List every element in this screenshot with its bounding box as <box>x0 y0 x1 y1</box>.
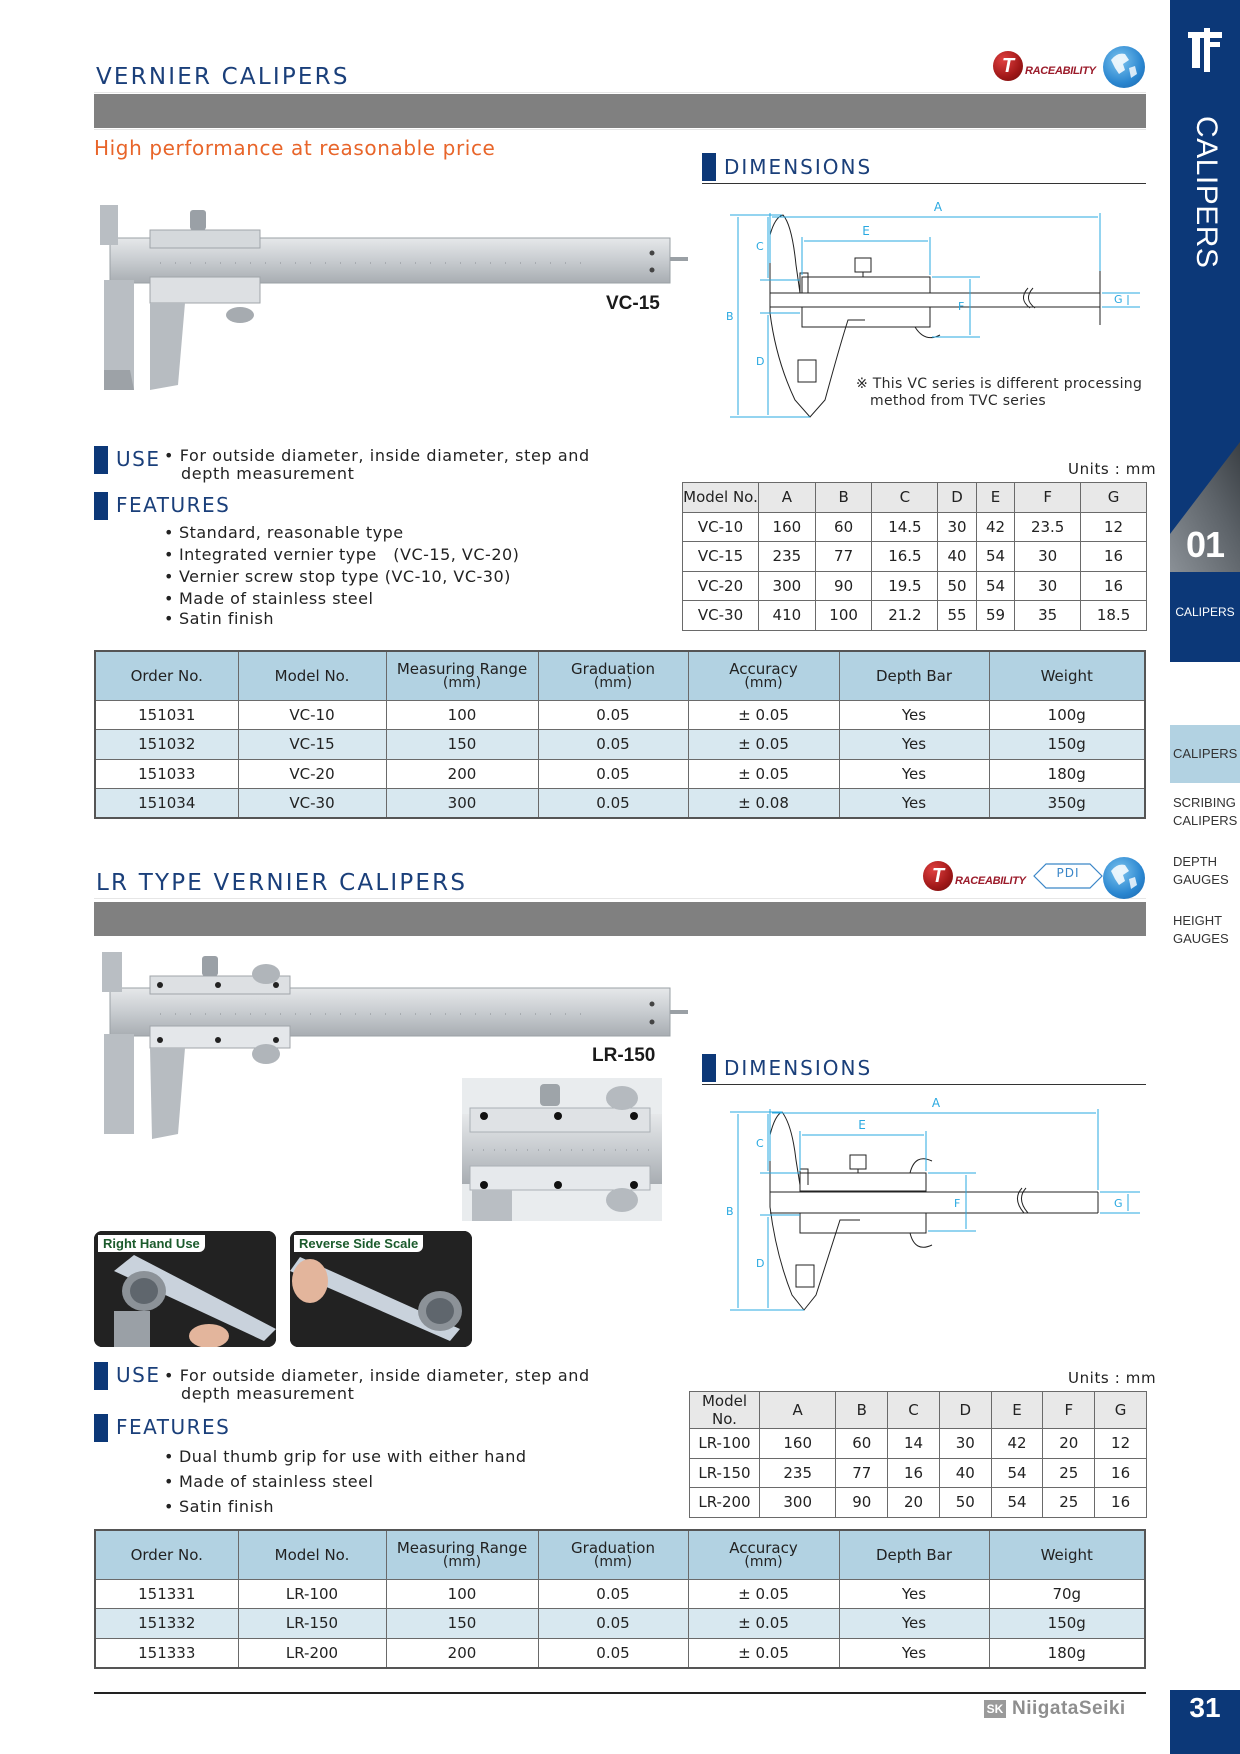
page-number: 31 <box>1189 1692 1221 1723</box>
traceability-icon: T <box>923 861 953 891</box>
table-cell: 0.05 <box>538 759 688 789</box>
section-title-lr-type: LR TYPE VERNIER CALIPERS <box>96 870 468 896</box>
table-cell: LR-150 <box>238 1609 386 1639</box>
table-cell: 0.05 <box>538 1579 688 1609</box>
brand-mark: SK <box>984 1700 1006 1718</box>
table-cell: 0.05 <box>538 1609 688 1639</box>
table-cell: 100 <box>386 1579 538 1609</box>
table-header-cell: A <box>760 1392 836 1429</box>
feature-item: • Made of stainless steel <box>164 1471 527 1496</box>
title-divider <box>94 129 1146 130</box>
feature-item: • Standard, reasonable type <box>164 522 519 544</box>
table-cell: 40 <box>939 1458 991 1488</box>
table-row <box>95 730 1145 760</box>
traceability-badge: T RACEABILITY <box>993 51 1096 81</box>
table-cell: 16 <box>1095 1458 1147 1488</box>
dim-label-f: F <box>954 1197 961 1210</box>
table-row <box>683 512 1147 542</box>
table-cell: 410 <box>759 601 816 631</box>
table-cell: 100 <box>815 601 872 631</box>
table-cell: 151333 <box>95 1638 238 1668</box>
vernier-closeup-photo <box>462 1078 662 1221</box>
table-cell: 59 <box>976 601 1014 631</box>
globe-icon <box>1103 46 1145 88</box>
table-cell: 77 <box>836 1458 888 1488</box>
table-header-cell: G <box>1081 483 1147 513</box>
globe-icon <box>1103 857 1145 899</box>
table-cell: LR-200 <box>690 1488 760 1518</box>
table-cell: 300 <box>759 571 816 601</box>
title-divider <box>94 92 1146 93</box>
feature-item: • Integrated vernier type (VC-15, VC-20) <box>164 544 519 566</box>
table-cell: VC-15 <box>683 542 759 572</box>
table-cell: 60 <box>815 512 872 542</box>
table-header-cell: Model No. <box>690 1392 760 1429</box>
table-cell: 16.5 <box>872 542 938 572</box>
dimensions-heading: DIMENSIONS <box>702 1054 872 1082</box>
table-cell: VC-30 <box>238 789 386 819</box>
units-label: Units : mm <box>1068 460 1157 478</box>
sidebar-item-calipers[interactable]: CALIPERS <box>1170 725 1240 783</box>
use-description: • For outside diameter, inside diameter, step and depth measurement <box>164 446 590 483</box>
sidebar-item-scribing-calipers[interactable]: SCRIBING CALIPERS <box>1173 795 1238 828</box>
table-cell: 54 <box>976 542 1014 572</box>
table-header-cell: Model No. <box>238 1530 386 1579</box>
dim-label-e: E <box>862 224 870 238</box>
table-cell: 54 <box>976 571 1014 601</box>
sidebar-item-depth-gauges[interactable]: DEPTH GAUGES <box>1173 854 1229 887</box>
table-cell: 12 <box>1095 1429 1147 1459</box>
table-cell: 16 <box>1081 571 1147 601</box>
table-cell: VC-10 <box>238 700 386 730</box>
dimensions-heading: DIMENSIONS <box>702 153 872 181</box>
brand-logo <box>984 1698 1126 1720</box>
table-cell: Yes <box>839 759 989 789</box>
table-header-cell: Order No. <box>95 651 238 700</box>
table-cell: VC-15 <box>238 730 386 760</box>
feature-item: • Vernier screw stop type (VC-10, VC-30) <box>164 566 519 588</box>
features-heading: FEATURES <box>94 1414 230 1442</box>
table-cell: 200 <box>386 759 538 789</box>
table-cell: 0.05 <box>538 1638 688 1668</box>
features-heading: FEATURES <box>94 492 230 520</box>
section-header-bar <box>94 94 1146 128</box>
table-header-cell: F <box>1015 483 1081 513</box>
table-row <box>95 1579 1145 1609</box>
table-cell: 14 <box>888 1429 940 1459</box>
table-header-cell: Accuracy (mm) <box>688 1530 839 1579</box>
table-cell: 160 <box>759 512 816 542</box>
dimension-table-vc <box>682 482 1147 631</box>
table-cell: 200 <box>386 1638 538 1668</box>
table-cell: 55 <box>938 601 976 631</box>
dimensions-divider <box>702 1084 1146 1085</box>
dimensions-divider <box>702 183 1146 184</box>
table-cell: 40 <box>938 542 976 572</box>
sidebar-vertical-title: CALIPERS <box>1190 116 1223 269</box>
table-header-cell: Depth Bar <box>839 651 989 700</box>
dimension-diagram-lr <box>700 1095 1150 1325</box>
table-cell: LR-100 <box>690 1429 760 1459</box>
table-cell: 42 <box>976 512 1014 542</box>
table-cell: ± 0.05 <box>688 1609 839 1639</box>
table-cell: 30 <box>938 512 976 542</box>
table-cell: 300 <box>760 1488 836 1518</box>
table-cell: ± 0.05 <box>688 759 839 789</box>
dim-label-g: G <box>1114 1197 1123 1210</box>
table-row <box>95 789 1145 819</box>
series-note: ※ This VC series is different processing method from TVC series <box>856 376 1143 409</box>
table-cell: 14.5 <box>872 512 938 542</box>
table-cell: 60 <box>836 1429 888 1459</box>
features-list <box>164 1446 527 1518</box>
table-cell: 23.5 <box>1015 512 1081 542</box>
feature-item: • Made of stainless steel <box>164 588 519 610</box>
inset-reverse-side-scale <box>290 1231 472 1347</box>
table-header-cell: C <box>888 1392 940 1429</box>
dim-label-f: F <box>958 300 965 313</box>
table-cell: 54 <box>991 1458 1043 1488</box>
table-cell: 16 <box>1095 1488 1147 1518</box>
table-cell: 35 <box>1015 601 1081 631</box>
table-cell: 90 <box>815 571 872 601</box>
feature-item: • Satin finish <box>164 608 519 630</box>
table-cell: VC-10 <box>683 512 759 542</box>
section-title-vernier-calipers: VERNIER CALIPERS <box>96 64 350 90</box>
table-cell: 25 <box>1043 1488 1095 1518</box>
table-header-cell: Graduation (mm) <box>538 651 688 700</box>
table-row <box>95 700 1145 730</box>
table-header-cell: Weight <box>989 651 1145 700</box>
table-header-cell: D <box>938 483 976 513</box>
table-row <box>683 542 1147 572</box>
table-cell: 42 <box>991 1429 1043 1459</box>
table-cell: Yes <box>839 700 989 730</box>
dim-label-a: A <box>931 1096 941 1110</box>
table-header-cell: Model No. <box>238 651 386 700</box>
table-header-row <box>683 483 1147 513</box>
traceability-icon: T <box>993 51 1023 81</box>
table-header-cell: D <box>939 1392 991 1429</box>
feature-item: • Satin finish <box>164 1496 527 1518</box>
chapter-caption: CALIPERS <box>1175 605 1235 619</box>
table-cell: VC-20 <box>238 759 386 789</box>
table-cell: 90 <box>836 1488 888 1518</box>
table-header-cell: A <box>759 483 816 513</box>
inset-label: Right Hand Use <box>98 1235 205 1252</box>
table-cell: 0.05 <box>538 789 688 819</box>
table-cell: 151032 <box>95 730 238 760</box>
table-cell: 151031 <box>95 700 238 730</box>
pdi-badge: PDI <box>1032 862 1104 890</box>
table-cell: 180g <box>989 759 1145 789</box>
table-cell: 151331 <box>95 1579 238 1609</box>
chapter-number: 01 <box>1185 524 1225 565</box>
table-cell: 12 <box>1081 512 1147 542</box>
table-cell: 150 <box>386 730 538 760</box>
brand-name: NiigataSeiki <box>1012 1698 1126 1719</box>
table-header-cell: B <box>815 483 872 513</box>
table-cell: Yes <box>839 789 989 819</box>
dimension-table-lr <box>689 1391 1147 1518</box>
table-cell: 151033 <box>95 759 238 789</box>
use-heading: USE <box>94 446 160 474</box>
table-header-cell: Depth Bar <box>839 1530 989 1579</box>
table-cell: Yes <box>839 1579 989 1609</box>
dim-label-e: E <box>858 1118 866 1132</box>
product-model-label: LR-150 <box>592 1045 656 1066</box>
table-row <box>683 571 1147 601</box>
table-cell: ± 0.05 <box>688 1579 839 1609</box>
feature-item: • Dual thumb grip for use with either hand <box>164 1446 527 1471</box>
table-row <box>95 1638 1145 1668</box>
table-cell: 70g <box>989 1579 1145 1609</box>
order-table-vc <box>94 650 1146 819</box>
table-row <box>690 1488 1147 1518</box>
dim-label-b: B <box>726 1205 734 1218</box>
inset-label: Reverse Side Scale <box>294 1235 423 1252</box>
table-cell: 20 <box>1043 1429 1095 1459</box>
dim-label-d: D <box>756 1257 765 1270</box>
table-row <box>690 1458 1147 1488</box>
table-cell: 25 <box>1043 1458 1095 1488</box>
table-cell: LR-150 <box>690 1458 760 1488</box>
table-header-cell: Weight <box>989 1530 1145 1579</box>
use-heading: USE <box>94 1362 160 1390</box>
table-cell: 0.05 <box>538 730 688 760</box>
table-cell: 19.5 <box>872 571 938 601</box>
table-header-cell: C <box>872 483 938 513</box>
table-cell: 235 <box>760 1458 836 1488</box>
table-cell: VC-20 <box>683 571 759 601</box>
table-cell: LR-100 <box>238 1579 386 1609</box>
table-cell: LR-200 <box>238 1638 386 1668</box>
table-cell: 150g <box>989 1609 1145 1639</box>
table-cell: Yes <box>839 730 989 760</box>
table-cell: 50 <box>939 1488 991 1518</box>
table-header-cell: G <box>1095 1392 1147 1429</box>
table-header-row <box>95 1530 1145 1579</box>
table-header-cell: Order No. <box>95 1530 238 1579</box>
section-subtitle: High performance at reasonable price <box>94 136 496 160</box>
table-cell: 16 <box>888 1458 940 1488</box>
sidebar-item-height-gauges[interactable]: HEIGHT GAUGES <box>1173 913 1229 946</box>
table-row <box>95 759 1145 789</box>
table-header-cell: Measuring Range (mm) <box>386 1530 538 1579</box>
table-cell: 151034 <box>95 789 238 819</box>
table-cell: Yes <box>839 1638 989 1668</box>
table-cell: 0.05 <box>538 700 688 730</box>
use-description: • For outside diameter, inside diameter, step and depth measurement <box>164 1366 590 1403</box>
table-cell: Yes <box>839 1609 989 1639</box>
table-header-cell: Model No. <box>683 483 759 513</box>
table-cell: 100 <box>386 700 538 730</box>
inset-right-hand-use <box>94 1231 276 1347</box>
table-cell: 150g <box>989 730 1145 760</box>
table-cell: 300 <box>386 789 538 819</box>
table-header-cell: Measuring Range (mm) <box>386 651 538 700</box>
dim-label-g: G <box>1114 293 1123 306</box>
table-cell: 150 <box>386 1609 538 1639</box>
table-header-cell: E <box>991 1392 1043 1429</box>
table-cell: 100g <box>989 700 1145 730</box>
section-header-bar <box>94 902 1146 936</box>
table-cell: 77 <box>815 542 872 572</box>
table-header-row <box>690 1392 1147 1429</box>
table-cell: 54 <box>991 1488 1043 1518</box>
dim-label-c: C <box>756 240 764 253</box>
table-header-cell: E <box>976 483 1014 513</box>
table-cell: 235 <box>759 542 816 572</box>
dim-label-b: B <box>726 310 734 323</box>
table-row <box>683 601 1147 631</box>
units-label: Units : mm <box>1068 1369 1157 1387</box>
dim-label-d: D <box>756 355 765 368</box>
table-cell: ± 0.05 <box>688 1638 839 1668</box>
table-cell: ± 0.08 <box>688 789 839 819</box>
table-cell: 160 <box>760 1429 836 1459</box>
product-model-label: VC-15 <box>606 293 660 314</box>
order-table-lr <box>94 1529 1146 1669</box>
table-cell: VC-30 <box>683 601 759 631</box>
dim-label-a: A <box>933 200 943 214</box>
footer-divider <box>94 1692 1146 1694</box>
table-cell: 50 <box>938 571 976 601</box>
table-cell: 30 <box>939 1429 991 1459</box>
table-cell: 151332 <box>95 1609 238 1639</box>
table-cell: 350g <box>989 789 1145 819</box>
traceability-badge: T RACEABILITY <box>923 861 1026 891</box>
table-cell: ± 0.05 <box>688 700 839 730</box>
table-cell: 21.2 <box>872 601 938 631</box>
caliper-icon <box>1186 26 1224 76</box>
table-header-cell: Graduation (mm) <box>538 1530 688 1579</box>
table-header-row <box>95 651 1145 700</box>
table-row <box>95 1609 1145 1639</box>
table-cell: 18.5 <box>1081 601 1147 631</box>
table-header-cell: B <box>836 1392 888 1429</box>
table-cell: ± 0.05 <box>688 730 839 760</box>
table-cell: 180g <box>989 1638 1145 1668</box>
table-cell: 20 <box>888 1488 940 1518</box>
table-row <box>690 1429 1147 1459</box>
table-header-cell: F <box>1043 1392 1095 1429</box>
table-cell: 16 <box>1081 542 1147 572</box>
table-header-cell: Accuracy (mm) <box>688 651 839 700</box>
dim-label-c: C <box>756 1137 764 1150</box>
title-divider <box>94 898 1146 899</box>
table-cell: 30 <box>1015 571 1081 601</box>
vc15-product-photo <box>90 185 690 395</box>
features-list <box>164 522 519 630</box>
table-cell: 30 <box>1015 542 1081 572</box>
